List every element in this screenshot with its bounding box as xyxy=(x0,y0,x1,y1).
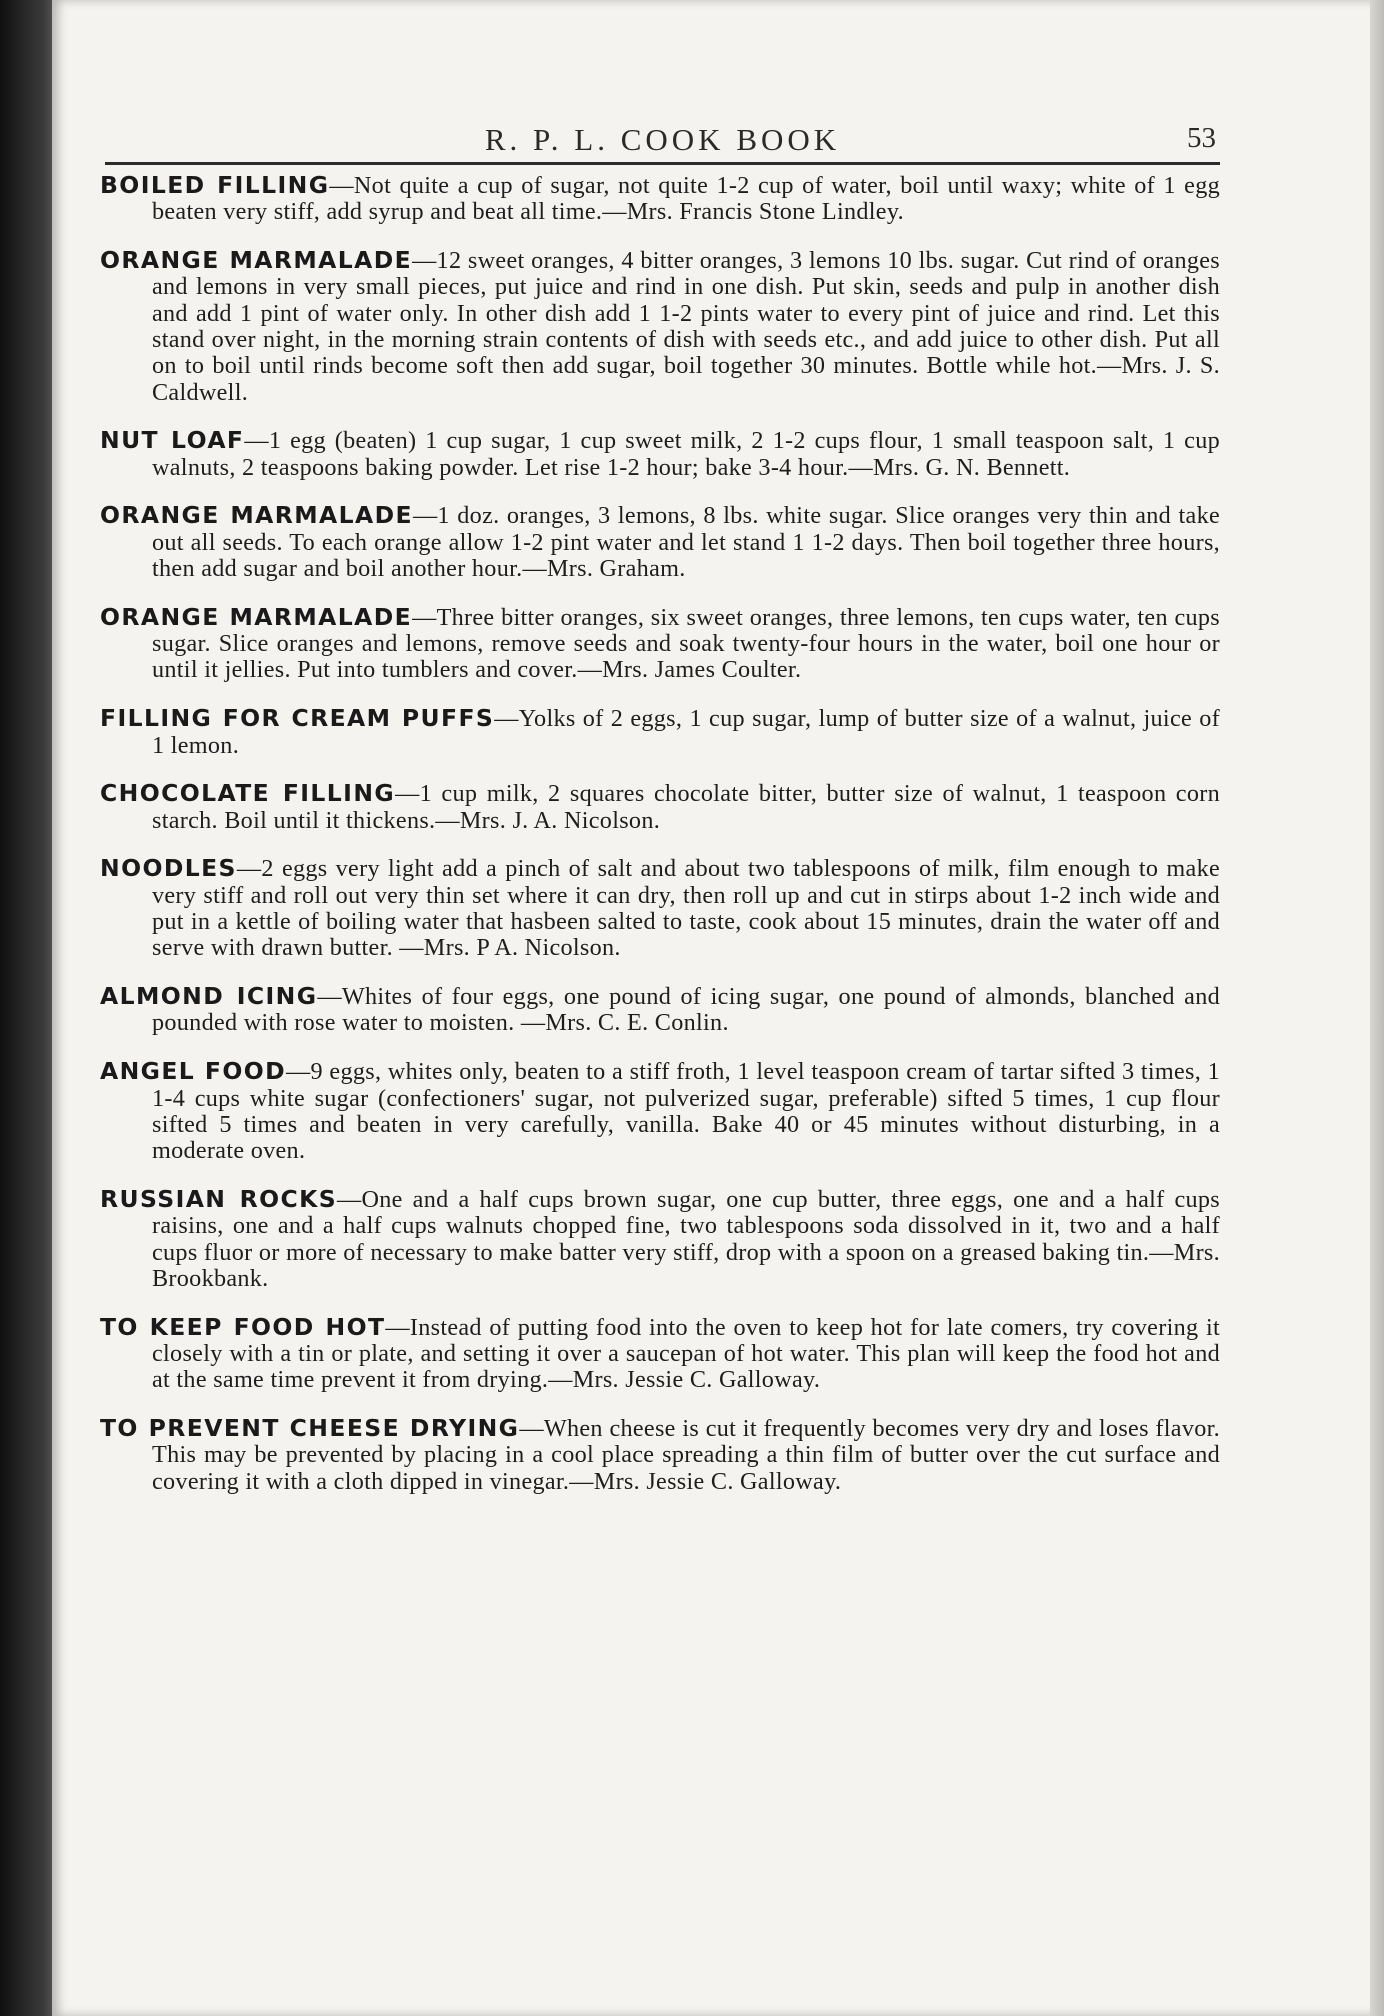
recipe-entry xyxy=(100,855,1220,961)
recipe-entry xyxy=(100,502,1220,582)
recipe-body: —When cheese is cut it frequently becomes very dry and loses flavor. This may be prevented by placing in a cool place spreading a thin film of butter over the cut surface and covering it with a cloth dipped in vinegar.—Mrs. Jessie C. Galloway. xyxy=(152,1414,1220,1495)
recipe-entry xyxy=(100,172,1220,226)
recipe-body: —1 egg (beaten) 1 cup sugar, 1 cup sweet milk, 2 1-2 cups flour, 1 small teaspoon salt, 1 cup walnuts, 2 teaspoons baking powder. Let rise 1-2 hour; bake 3-4 hour.—Mrs. G. N. Bennett. xyxy=(152,427,1220,481)
recipe-title: TO KEEP FOOD HOT xyxy=(100,1312,386,1341)
recipe-entry xyxy=(100,1314,1220,1394)
recipe-entry xyxy=(100,780,1220,834)
recipe-entry xyxy=(100,1186,1220,1292)
page-number: 53 xyxy=(1187,122,1216,154)
recipe-title: CHOCOLATE FILLING xyxy=(100,779,396,808)
recipe-body: —Not quite a cup of sugar, not quite 1-2 cup of water, boil until waxy; white of 1 egg beaten very stiff, add syrup and beat all time.—Mrs. Francis Stone Lindley. xyxy=(152,172,1220,226)
recipe-title: ALMOND ICING xyxy=(100,982,318,1011)
recipe-entry xyxy=(100,1415,1220,1495)
recipe-title: FILLING FOR CREAM PUFFS xyxy=(100,704,495,733)
recipe-body: —9 eggs, whites only, beaten to a stiff froth, 1 level teaspoon cream of tartar sifted 3 times, 1 1-4 cups white sugar (confectioners' sugar, not pulverized sugar, preferable) sifted 5 times, 1 cup flour sifted 5 times and beaten in very carefully, vanilla. Bake 40 or 45 minutes without disturbing, in a moderate oven. xyxy=(152,1058,1220,1165)
recipe-body: —One and a half cups brown sugar, one cup butter, three eggs, one and a half cups raisins, one and a half cups walnuts chopped fine, two tablespoons soda dissolved in it, two and a half cups fluor or more of necessary to make batter very stiff, drop with a spoon on a greased baking tin.—Mrs. Brookbank. xyxy=(152,1185,1220,1292)
recipe-title: NOODLES xyxy=(100,854,237,883)
recipe-entry xyxy=(100,983,1220,1037)
recipe-title: NUT LOAF xyxy=(100,426,245,455)
recipe-title: TO PREVENT CHEESE DRYING xyxy=(100,1413,520,1442)
recipe-body: —1 cup milk, 2 squares chocolate bitter, butter size of walnut, 1 teaspoon corn starch. Boil until it thickens.—Mrs. J. A. Nicolson. xyxy=(152,780,1220,834)
recipe-body: —Instead of putting food into the oven to keep hot for late comers, try covering it closely with a tin or plate, and setting it over a saucepan of hot water. This plan will keep the food hot and at the same time prevent it from drying.—Mrs. Jessie C. Galloway. xyxy=(152,1313,1220,1394)
running-title: R. P. L. COOK BOOK xyxy=(484,122,841,157)
recipe-title: BOILED FILLING xyxy=(100,171,330,199)
recipe-list xyxy=(100,172,1220,1516)
recipe-entry xyxy=(100,604,1220,684)
recipe-body: —Whites of four eggs, one pound of icing sugar, one pound of almonds, blanched and pounded with rose water to moisten. —Mrs. C. E. Conlin. xyxy=(152,983,1220,1037)
recipe-title: ORANGE MARMALADE xyxy=(100,246,413,275)
recipe-body: —2 eggs very light add a pinch of salt and about two tablespoons of milk, film enough to make very stiff and roll out very thin set where it can dry, then roll up and cut in stirps about 1-2 inch wide and put in a kettle of boiling water that hasbeen salted to taste, cook about 15 minutes, drain the water off and serve with drawn butter. —Mrs. P A. Nicolson. xyxy=(152,855,1220,962)
page-header xyxy=(105,118,1220,165)
page-edge xyxy=(1370,0,1384,2016)
recipe-entry xyxy=(100,247,1220,406)
recipe-body: —Three bitter oranges, six sweet oranges, three lemons, ten cups water, ten cups sugar. Slice oranges and lemons, remove seeds and soak twenty-four hours in the water, boil one hour or until it jellies. Put into tumblers and cover.—Mrs. James Coulter. xyxy=(152,603,1221,684)
recipe-entry xyxy=(100,427,1220,481)
recipe-title: RUSSIAN ROCKS xyxy=(100,1184,338,1213)
recipe-body: —1 doz. oranges, 3 lemons, 8 lbs. white sugar. Slice oranges very thin and take out all seeds. To each orange allow 1-2 pint water and let stand 1 1-2 days. Then boil together three hours, then add sugar and boil another hour.—Mrs. Graham. xyxy=(152,502,1220,583)
recipe-title: ORANGE MARMALADE xyxy=(100,602,413,631)
recipe-body: —Yolks of 2 eggs, 1 cup sugar, lump of butter size of a walnut, juice of 1 lemon. xyxy=(152,705,1220,759)
recipe-entry xyxy=(100,1058,1220,1164)
recipe-entry xyxy=(100,705,1220,759)
recipe-title: ANGEL FOOD xyxy=(100,1057,287,1086)
recipe-title: ORANGE MARMALADE xyxy=(100,501,413,530)
recipe-body: —12 sweet oranges, 4 bitter oranges, 3 lemons 10 lbs. sugar. Cut rind of oranges and lemons in very small pieces, put juice and rind in one dish. Put skin, seeds and pulp in another dish and add 1 pint of water only. In other dish add 1 1-2 pints water to every pint of juice and rind. Let this stand over night, in the morning strain contents of dish with seeds etc., and add juice to other dish. Put all on to boil until rinds become soft then add sugar, boil together 30 minutes. Bottle while hot.—Mrs. J. S. Caldwell. xyxy=(152,247,1221,406)
